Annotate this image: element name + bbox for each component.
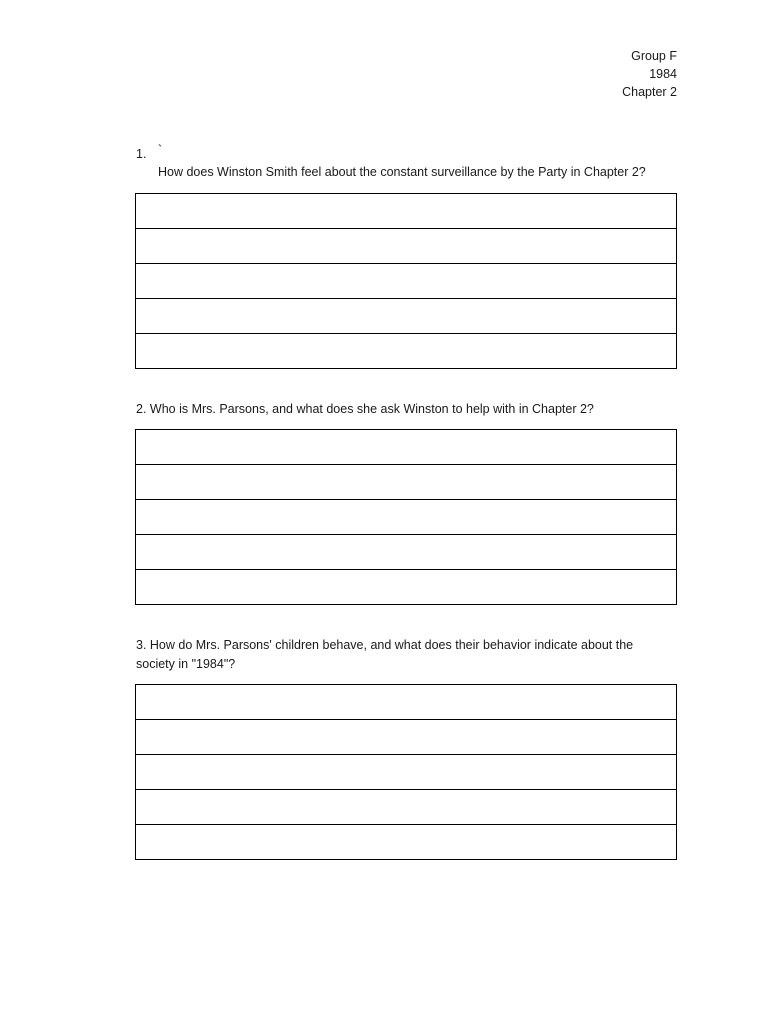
answer-row [136, 535, 677, 570]
answer-cell[interactable] [136, 570, 677, 605]
answer-row [136, 299, 677, 334]
answer-table-2 [135, 429, 677, 605]
question-1-stray-mark: ` [158, 143, 163, 157]
answer-row [136, 755, 677, 790]
answer-cell[interactable] [136, 229, 677, 264]
answer-cell[interactable] [136, 430, 677, 465]
answer-row [136, 500, 677, 535]
chapter-label: Chapter 2 [622, 85, 677, 99]
answer-table-1 [135, 193, 677, 369]
question-3-text: 3. How do Mrs. Parsons' children behave, and what does their behavior indicate about the society in "1984"? [136, 638, 634, 671]
answer-cell[interactable] [136, 720, 677, 755]
answer-row [136, 570, 677, 605]
answer-cell[interactable] [136, 755, 677, 790]
answer-cell[interactable] [136, 685, 677, 720]
answer-row [136, 194, 677, 229]
answer-cell[interactable] [136, 535, 677, 570]
answer-cell[interactable] [136, 465, 677, 500]
answer-row [136, 264, 677, 299]
answer-row [136, 334, 677, 369]
document-header [622, 47, 677, 101]
question-2-text: 2. Who is Mrs. Parsons, and what does she ask Winston to help with in Chapter 2? [136, 402, 594, 416]
answer-cell[interactable] [136, 334, 677, 369]
book-title: 1984 [649, 67, 677, 81]
answer-cell[interactable] [136, 299, 677, 334]
answer-cell[interactable] [136, 194, 677, 229]
answer-cell[interactable] [136, 264, 677, 299]
answer-cell[interactable] [136, 500, 677, 535]
answer-row [136, 685, 677, 720]
answer-row [136, 720, 677, 755]
answer-row [136, 465, 677, 500]
answer-row [136, 430, 677, 465]
answer-row [136, 825, 677, 860]
question-1-text: How does Winston Smith feel about the constant surveillance by the Party in Chapter 2? [158, 165, 646, 179]
answer-row [136, 229, 677, 264]
answer-table-3 [135, 684, 677, 860]
answer-cell[interactable] [136, 825, 677, 860]
answer-row [136, 790, 677, 825]
group-label: Group F [631, 49, 677, 63]
answer-cell[interactable] [136, 790, 677, 825]
question-1-number: 1. [136, 147, 147, 161]
